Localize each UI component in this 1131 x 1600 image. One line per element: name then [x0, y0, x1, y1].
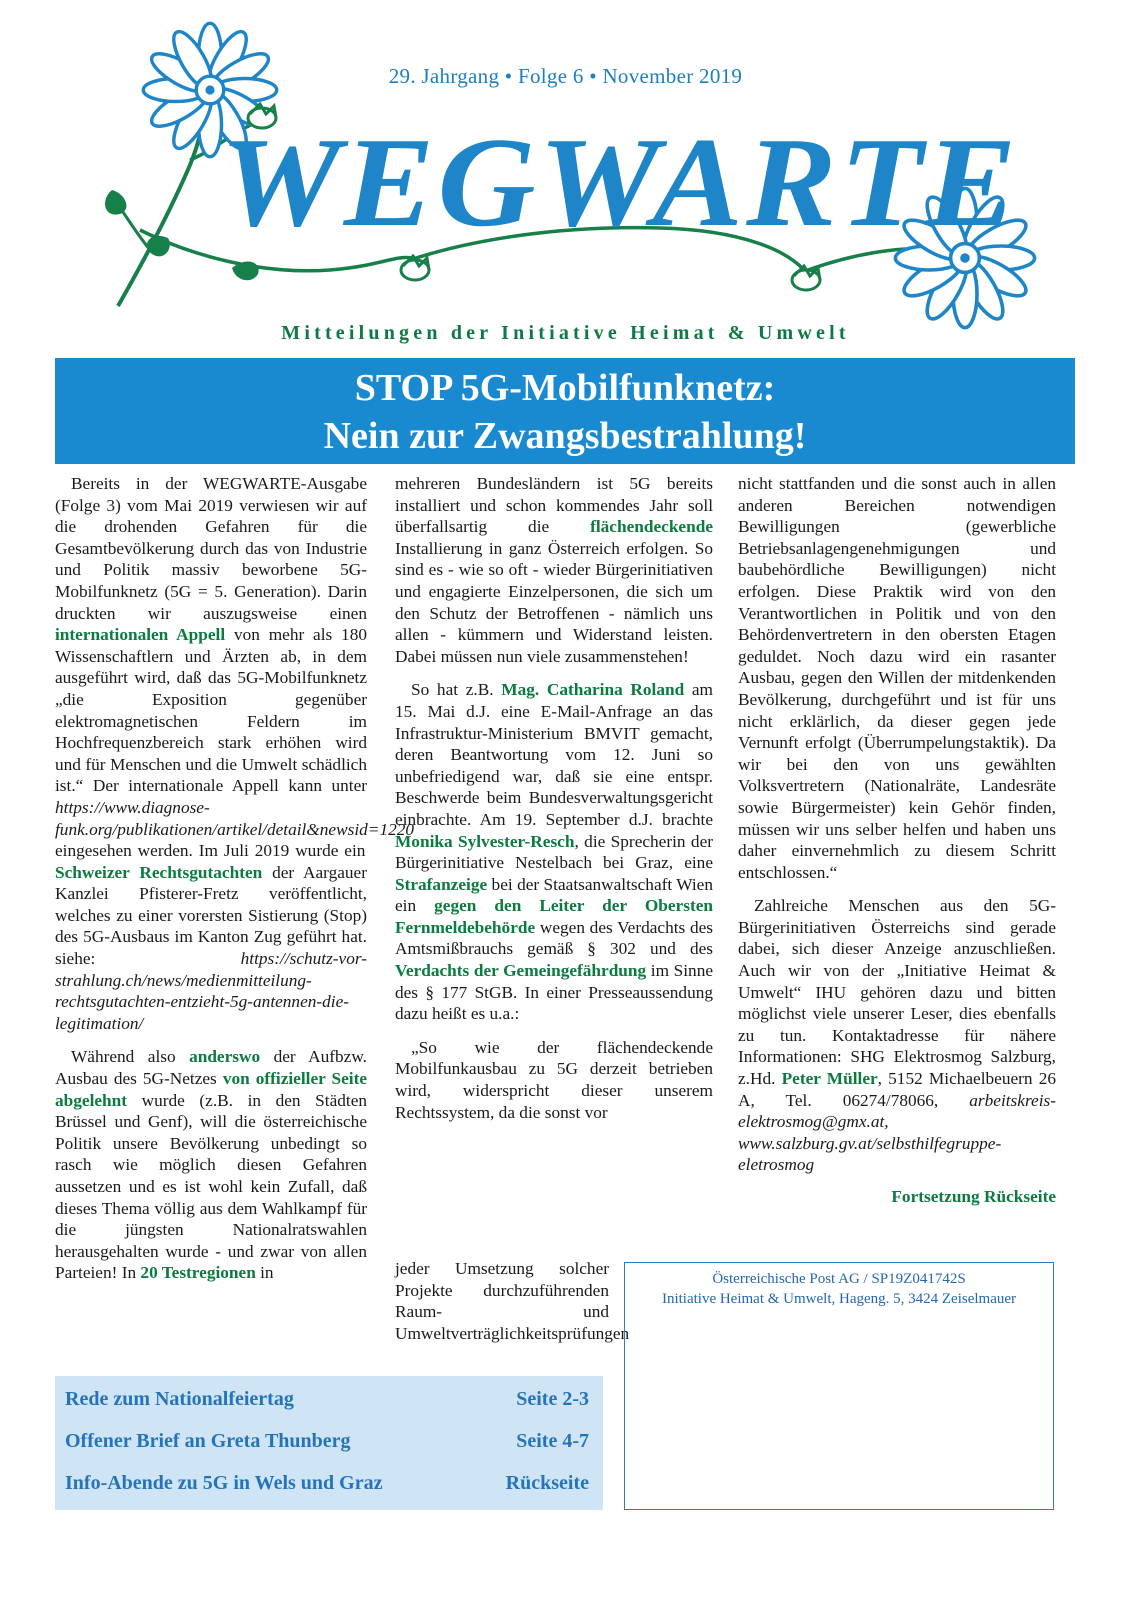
postal-address-box	[624, 1262, 1054, 1510]
paragraph: mehreren Bundesländern ist 5G bereits installiert und schon kommendes Jahr soll überfallsartig die flächendeckende Installierung in ganz Österreich erfolgen. So sind es - wie so oft - wieder Bürgerinitiativen und engagierte Einzelpersonen, die sich um den Schutz der Betroffenen - nämlich uns allen - kümmern und Widerstand leisten. Dabei müssen nun viele zusammenstehen!	[395, 474, 713, 666]
paragraph: Bereits in der WEGWARTE-Ausgabe (Folge 3) vom Mai 2019 verwiesen wir auf die drohenden Gefahren für die Gesamtbevölkerung durch das von Industrie und Politik massiv beworbene 5G-Mobilfunknetz (5G = 5. Generation). Darin druckten wir auszugsweise einen internationalen Appell von mehr als 180 Wissenschaftlern und Ärzten ab, in dem ausgeführt wird, daß das 5G-Mobilfunknetz „die Exposition gegenüber elektromagnetischen Feldern im Hochfrequenzbereich stark erhöhen wird und für Menschen und die Umwelt schädlich ist.“ Der internationale Appell kann unter https://www.diagnose-funk.org/publikationen/artikel/detail&newsid=1220 eingesehen werden. Im Juli 2019 wurde ein Schweizer Rechtsgutachten der Aargauer Kanzlei Pfisterer-Fretz veröffentlicht, welches zu einer vorersten Sistierung (Stop) des 5G-Ausbaus im Kanton Zug geführt hat. siehe: https://schutz-vor-strahlung.ch/news/medienmitteilung-rechtsgutachten-entzieht-5g-antennen-die-legitimation/	[55, 474, 415, 1033]
issue-line: 29. Jahrgang • Folge 6 • November 2019	[388, 64, 743, 88]
masthead	[0, 0, 1131, 344]
article-column-1	[55, 473, 415, 1284]
table-of-contents	[55, 1376, 603, 1510]
postal-line-1: Österreichische Post AG / SP19Z041742S	[712, 1271, 966, 1287]
headline-line-1: STOP 5G-Mobilfunknetz:	[354, 367, 776, 409]
toc-item-page: Seite 2-3	[516, 1388, 589, 1410]
newspaper-subtitle: Mitteilungen der Initiative Heimat & Umwelt	[281, 322, 850, 344]
toc-item-title: Info-Abende zu 5G in Wels und Graz	[65, 1472, 383, 1494]
article-column-2-continued	[395, 1258, 630, 1344]
paragraph: Während also anderswo der Aufbzw. Ausbau des 5G-Netzes von offizieller Seite abgelehnt wurde (z.B. in den Städten Brüssel und Genf), will die österreichische Politik unsere Bevölkerung unbedingt so rasch wie möglich diesen Gefahren aussetzen und es ist wohl kein Zufall, daß dieses Thema völlig aus dem Wahlkampf für die jüngsten Nationalratswahlen herausgehalten wurde - und zwar von allen Parteien! In 20 Testregionen in	[55, 1047, 368, 1283]
newspaper-title: WEGWARTE	[220, 111, 1020, 253]
postal-line-2: Initiative Heimat & Umwelt, Hageng. 5, 3424 Zeiselmauer	[661, 1291, 1017, 1307]
toc-item-title: Offener Brief an Greta Thunberg	[65, 1430, 351, 1452]
paragraph: nicht stattfanden und die sonst auch in allen anderen Bereichen notwendigen Bewilligungen (gewerbliche Betriebsanlagengenehmigungen und baubehördliche Bewilligungen) nicht erfolgen. Diese Praktik wird von den Verantwortlichen in Politik und von den Behördenvertretern in den obersten Etagen geduldet. Noch dazu wird ein rasanter Ausbau, gegen den Willen der mitdenkenden Bevölkerung, durchgeführt und ist für uns nicht erklärlich, da dieser gegen jede Vernunft erfolgt (Überrumpelungstaktik). Da wir bei den von uns gewählten Volksvertretern (Nationalräte, Landesräte sowie Bürgermeister) kein Gehör finden, müssen wir uns selber helfen und haben uns daher einvernehmlich zu diesem Schritt entschlossen.“	[738, 474, 1056, 882]
continued-note: Fortsetzung Rückseite	[891, 1187, 1056, 1206]
contact-email-link[interactable]: arbeitskreis-elektrosmog@gmx.at, www.salzburg.gv.at/selbsthilfegruppe-eletrosmog	[738, 1090, 1056, 1175]
paragraph: jeder Umsetzung solcher Projekte durchzuführenden Raum- und Umweltverträglichkeitsprüfungen	[395, 1259, 630, 1343]
quote-paragraph: „So wie der flächendeckende Mobilfunkausbau zu 5G derzeit betrieben wird, widerspricht dieser unserem Rechtssystem, da die sonst vor	[395, 1037, 713, 1122]
article-column-3	[738, 473, 1056, 1208]
article-column-2	[395, 473, 713, 1123]
toc-item-page: Rückseite	[505, 1472, 589, 1494]
headline-banner	[55, 358, 1075, 464]
link-diagnose-funk[interactable]: https://www.diagnose-funk.org/publikationen/artikel/detail&newsid=1220	[55, 797, 415, 839]
link-schutz-vor-strahlung[interactable]: https://schutz-vor-strahlung.ch/news/medienmitteilung-rechtsgutachten-entzieht-5g-antennen-die-legitimation/	[55, 949, 367, 1033]
paragraph: So hat z.B. Mag. Catharina Roland am 15. Mai d.J. eine E-Mail-Anfrage an das Infrastruktur-Ministerium BMVIT gemacht, deren Beantwortung vom 12. Juni so unbefriedigend war, daß sie eine entspr. Beschwerde beim Bundesverwaltungsgericht einbrachte. Am 19. September d.J. brachte Monika Sylvester-Resch, die Sprecherin der Bürgerinitiative Nestelbach bei Graz, eine Strafanzeige bei der Staatsanwaltschaft Wien ein gegen den Leiter der Obersten Fernmeldebehörde wegen des Verdachts des Amtsmißbrauchs gemäß § 302 und des Verdachts der Gemeingefährdung im Sinne des § 177 StGB. In einer Presseaussendung dazu heißt es u.a.:	[395, 680, 714, 1024]
toc-item-page: Seite 4-7	[516, 1430, 589, 1452]
headline-line-2: Nein zur Zwangsbestrahlung!	[323, 415, 807, 457]
toc-item-title: Rede zum Nationalfeiertag	[65, 1388, 294, 1410]
paragraph: Zahlreiche Menschen aus den 5G-Bürgerinitiativen Österreichs sind gerade dabei, sich dieser Anzeige anzuschließen. Auch wir von der „Initiative Heimat & Umwelt“ IHU gehören dazu und bitten möglichst viele unserer Leser, dies ebenfalls zu tun. Kontaktadresse für nähere Informationen: SHG Elektrosmog Salzburg, z.Hd. Peter Müller, 5152 Michaelbeuern 26 A, Tel. 06274/78066, arbeitskreis-elektrosmog@gmx.at, www.salzburg.gv.at/selbsthilfegruppe-eletrosmog	[738, 896, 1056, 1175]
